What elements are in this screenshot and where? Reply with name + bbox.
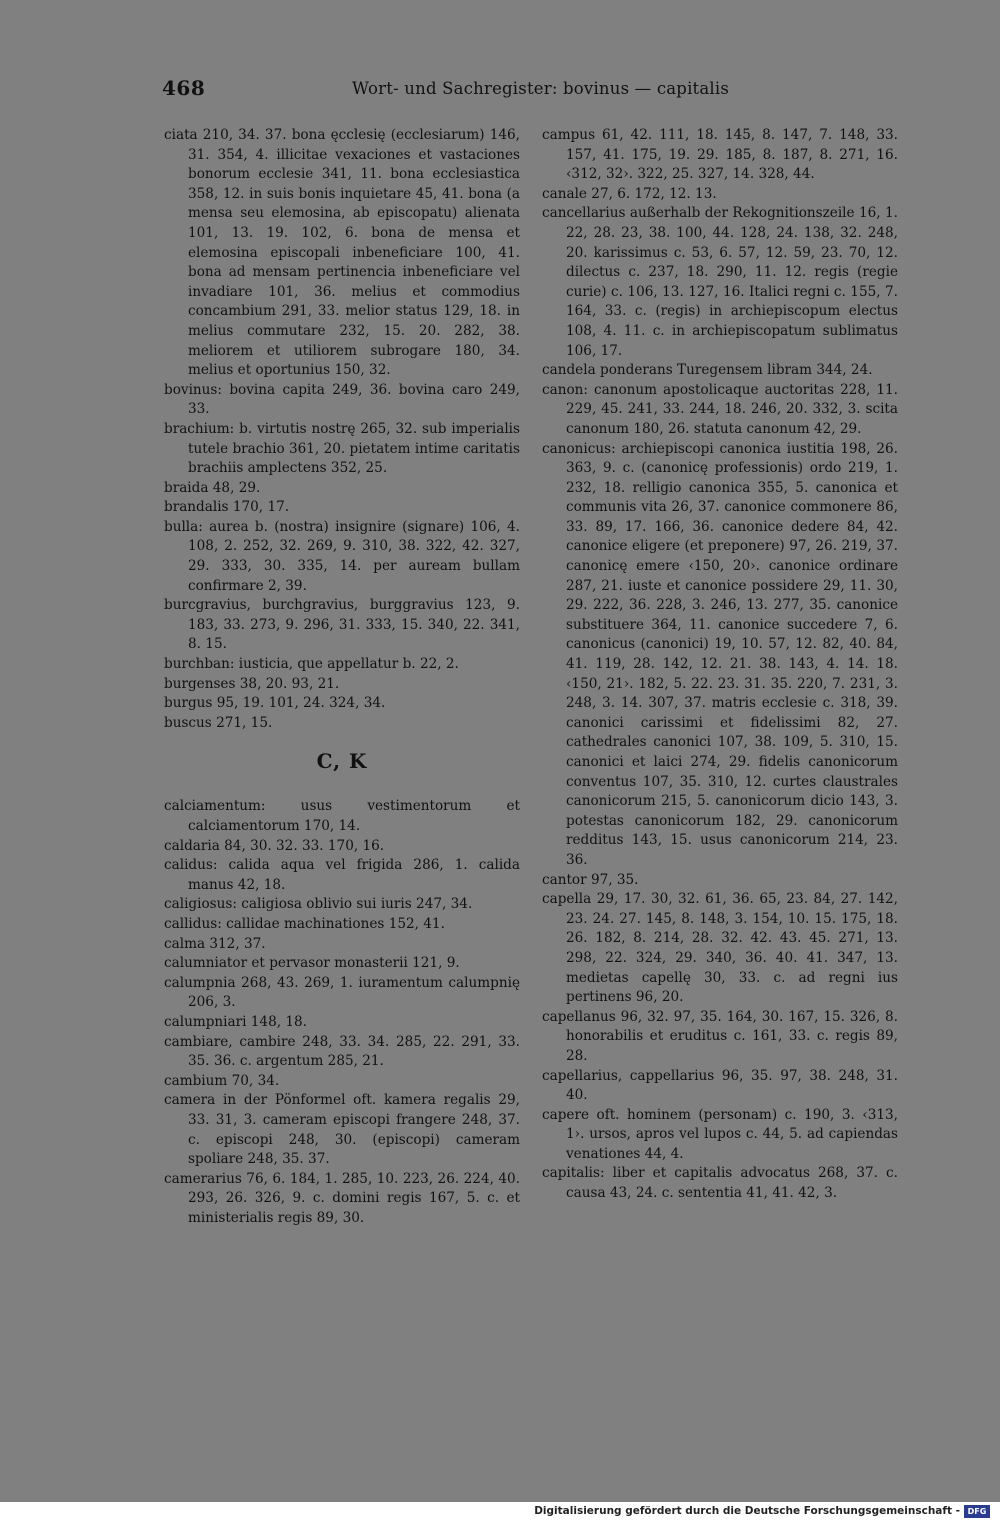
running-head: Wort- und Sachregister: bovinus — capitalis: [352, 79, 730, 98]
index-entry: calumpniari 148, 18.: [164, 1013, 307, 1030]
index-entry: buscus 271, 15.: [164, 714, 273, 731]
index-entry: calciamentum: usus vestimentorum et calciamentorum 170, 14.: [164, 798, 520, 834]
index-entry: bovinus: bovina capita 249, 36. bovina caro 249, 33.: [164, 381, 520, 418]
footer-bar: [0, 1502, 1000, 1521]
index-entry: capitalis: liber et capitalis advocatus 268, 37. c. causa 43, 24. c. sententia 41, 41. 42, 3.: [542, 1165, 898, 1202]
index-entry: cambiare, cambire 248, 33. 34. 285, 22. 291, 33. 35. 36. c. argentum 285, 21.: [164, 1033, 520, 1070]
index-entry: braida 48, 29.: [164, 479, 261, 496]
index-entry: bulla: aurea b. (nostra) insignire (signare) 106, 4. 108, 2. 252, 32. 269, 9. 310, 38. 322, 42. 327, 29. 333, 30. 335, 14. per auream bullam confirmare 2, 39.: [164, 518, 520, 594]
index-entry: capere oft. hominem (personam) c. 190, 3. ‹313, 1›. ursos, apros vel lupos c. 44, 5. ad capiendas venationes 44, 4.: [542, 1106, 898, 1162]
index-entry: cambium 70, 34.: [164, 1072, 280, 1089]
index-entry: caligiosus: caligiosa oblivio sui iuris 247, 34.: [164, 896, 473, 913]
index-entry: burcgravius, burchgravius, burggravius 123, 9. 183, 33. 273, 9. 296, 31. 333, 15. 340, 22. 341, 8. 15.: [164, 597, 520, 653]
index-entry: canonicus: archiepiscopi canonica iustitia 198, 26. 363, 9. c. (canonicę professionis) ordo 219, 1. 232, 18. relligio canonica 355, 5. canonica et communis vita 26, 37. canonice commonere 86, 33. 89, 17. 166, 36. canonice dedere 84, 42. canonice eligere (et preponere) 97, 26. 219, 37. canonicę emere ‹150, 20›. canonice ordinare 287, 21. iuste et canonice possidere 29, 11. 30, 29. 222, 36. 228, 3. 246, 13. 277, 35. canonice substituere 364, 11. canonice succedere 7, 6. canonicus (canonici) 19, 10. 57, 12. 82, 40. 84, 41. 119, 28. 142, 12. 21. 38. 143, 4. 14. 18. ‹150, 21›. 182, 5. 22. 23. 31. 35. 220, 7. 231, 3. 248, 3. 14. 307, 37. matris ecclesie c. 318, 39. canonici carissimi et fidelissimi 82, 27. cathedrales canonici 107, 38. 109, 5. 310, 15. canonici et laici 274, 29. fidelis canonicorum conventus 107, 35. 310, 12. curtes claustrales canonicorum 215, 5. canonicorum dicio 143, 3. potestas canonicorum 182, 29. canonicorum redditus 143, 15. usus canonicorum 214, 23. 36.: [542, 440, 898, 868]
index-entry: callidus: callidae machinationes 152, 41.: [164, 915, 445, 932]
index-entry: calumpnia 268, 43. 269, 1. iuramentum calumpnię 206, 3.: [164, 974, 520, 1011]
index-entry: burgus 95, 19. 101, 24. 324, 34.: [164, 695, 386, 712]
index-entry: cantor 97, 35.: [542, 871, 639, 888]
index-entry: canon: canonum apostolicaque auctoritas 228, 11. 229, 45. 241, 33. 244, 18. 246, 20. 332, 3. scita canonum 180, 26. statuta canonum 42, 29.: [542, 381, 898, 437]
index-entry: capella 29, 17. 30, 32. 61, 36. 65, 23. 84, 27. 142, 23. 24. 27. 145, 8. 148, 3. 154, 10. 15. 175, 18. 26. 182, 8. 214, 28. 32. 42. 43. 45. 271, 13. 298, 22. 324, 29. 340, 36. 40. 41. 347, 13. medietas capellę 30, 33. c. ad regni ius pertinens 96, 20.: [542, 891, 898, 1006]
index-entry: calidus: calida aqua vel frigida 286, 1. calida manus 42, 18.: [164, 857, 520, 893]
section-heading: C, K: [316, 749, 368, 774]
index-entry: calma 312, 37.: [164, 935, 266, 952]
right-column: [542, 126, 898, 1204]
page-number: 468: [162, 76, 206, 100]
index-entry: canale 27, 6. 172, 12. 13.: [542, 185, 717, 202]
index-entry: campus 61, 42. 111, 18. 145, 8. 147, 7. 148, 33. 157, 41. 175, 19. 29. 185, 8. 187, 8. 271, 16. ‹312, 32›. 322, 25. 327, 14. 328, 44.: [542, 127, 898, 183]
index-entry: ciata 210, 34. 37. bona ęcclesię (ecclesiarum) 146, 31. 354, 4. illicitae vexaciones et vastaciones bonorum ecclesie 341, 11. bona ecclesiastica 358, 12. in suis bonis inquietare 45, 41. bona (a mensa seu elemosina, ab episcopatu) alienata 101, 13. 19. 102, 6. bona de mensa et elemosina episcopali inbeneficiare 100, 41. bona ad mensam pertinencia inbeneficiare vel invadiare 101, 36. melius et commodius concambium 291, 33. melior status 129, 18. in melius commutare 232, 15. 20. 282, 38. meliorem et utiliorem subrogare 180, 34. melius et oportunius 150, 32.: [164, 127, 520, 379]
index-entry: camera in der Pönformel oft. kamera regalis 29, 33. 31, 3. cameram episcopi frangere 248, 37. c. episcopi 248, 30. (episcopi) cameram spoliare 248, 35. 37.: [164, 1092, 520, 1168]
index-entry: camerarius 76, 6. 184, 1. 285, 10. 223, 26. 224, 40. 293, 26. 326, 9. c. domini regis 167, 5. c. et ministerialis regis 89, 30.: [164, 1170, 520, 1226]
index-entry: caldaria 84, 30. 32. 33. 170, 16.: [164, 837, 385, 854]
index-entry: cancellarius außerhalb der Rekognitionszeile 16, 1. 22, 28. 23, 38. 100, 44. 128, 24. 138, 32. 248, 20. karissimus c. 53, 6. 57, 12. 59, 23. 70, 12. dilectus c. 237, 18. 290, 11. 12. regis (regie curie) c. 106, 13. 127, 16. Italici regni c. 155, 7. 164, 33. c. (regis) in archiepiscopum electus 108, 4. 11. c. in archiepiscopatum sublimatus 106, 17.: [542, 205, 898, 359]
index-entry: calumniator et pervasor monasterii 121, 9.: [164, 955, 460, 972]
index-entry: burgenses 38, 20. 93, 21.: [164, 675, 340, 692]
index-entry: candela ponderans Turegensem libram 344, 24.: [542, 362, 873, 379]
index-entry: brachium: b. virtutis nostrę 265, 32. sub imperialis tutele brachio 361, 20. pietatem intime caritatis brachiis amplectens 352, 25.: [164, 420, 520, 477]
index-entry: burchban: iusticia, que appellatur b. 22, 2.: [164, 656, 459, 673]
footer-credit: Digitalisierung gefördert durch die Deutsche Forschungsgemeinschaft -: [534, 1505, 960, 1517]
index-entry: brandalis 170, 17.: [164, 499, 290, 516]
left-column: [164, 126, 520, 1228]
index-entry: capellarius, cappellarius 96, 35. 97, 38. 248, 31. 40.: [542, 1067, 898, 1104]
index-entry: capellanus 96, 32. 97, 35. 164, 30. 167, 15. 326, 8. honorabilis et eruditus c. 161, 33. c. regis 89, 28.: [542, 1008, 898, 1064]
dfg-logo: DFG: [964, 1505, 990, 1518]
